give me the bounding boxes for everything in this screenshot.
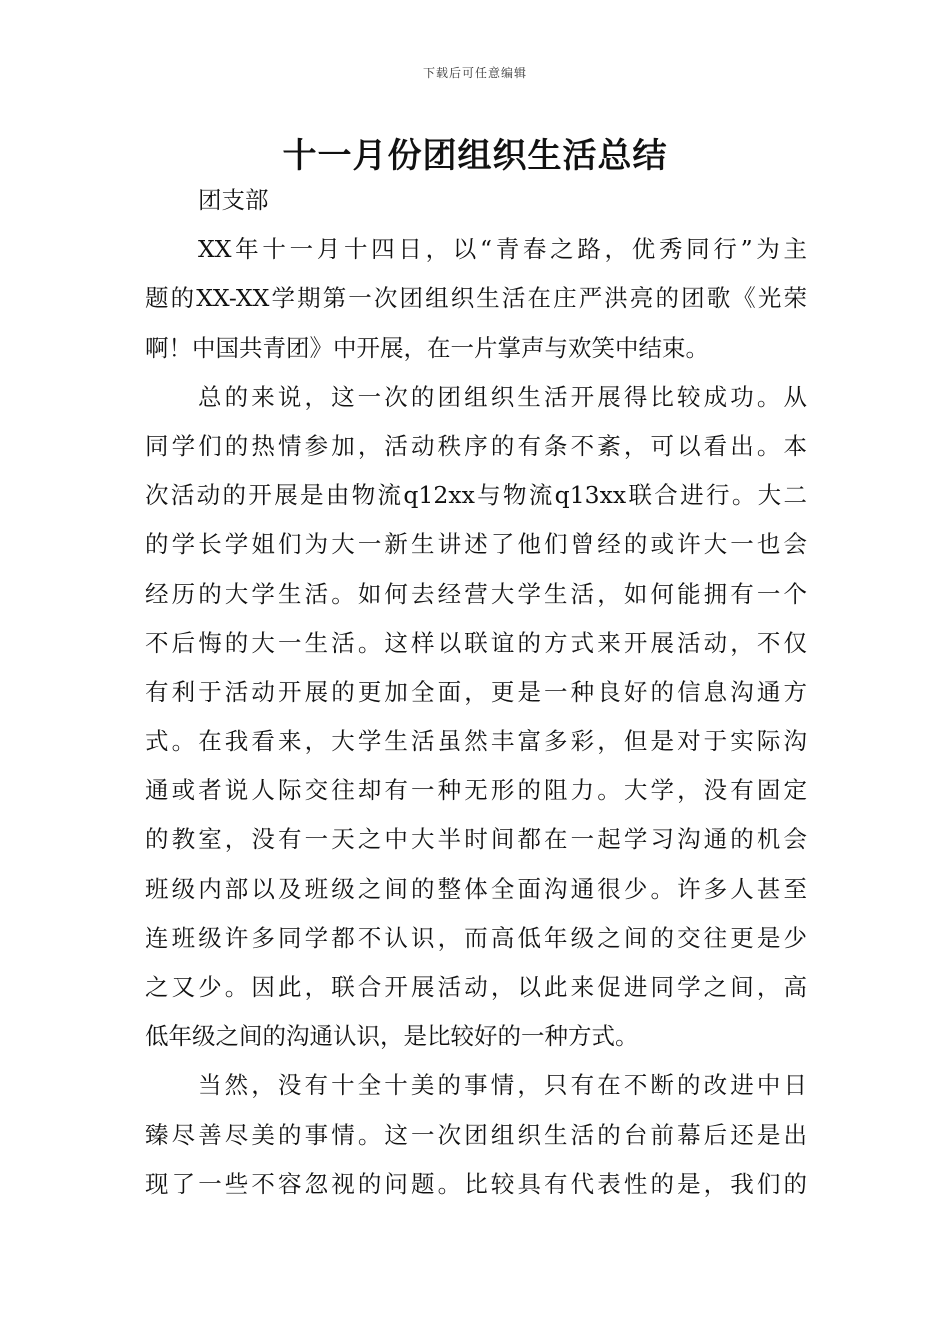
body-text-line: 的教室，没有一天之中大半时间都在一起学习沟通的机会: [145, 825, 807, 854]
body-text-line: 的学长学姐们为大一新生讲述了他们曾经的或许大一也会: [145, 530, 807, 559]
body-text-line: 现了一些不容忽视的问题。比较具有代表性的是，我们的: [145, 1169, 807, 1198]
body-text-line: 之又少。因此，联合开展活动，以此来促进同学之间，高: [145, 973, 807, 1001]
body-text-line: 同学们的热情参加，活动秩序的有条不紊，可以看出。本: [145, 431, 807, 460]
body-text-line: 次活动的开展是由物流q12xx与物流q13xx联合进行。大二: [145, 481, 807, 510]
body-text-line: 低年级之间的沟通认识，是比较好的一种方式。: [145, 1022, 639, 1051]
page-header-note: 下载后可任意编辑: [422, 66, 527, 80]
document-body: [145, 176, 807, 1209]
body-text-line: 式。在我看来，大学生活虽然丰富多彩，但是对于实际沟: [145, 727, 807, 756]
body-text-line: XX年十一月十四日，以“青春之路，优秀同行”为主: [198, 235, 807, 264]
body-text-line: 班级内部以及班级之间的整体全面沟通很少。许多人甚至: [145, 874, 807, 903]
body-text-line: 经历的大学生活。如何去经营大学生活，如何能拥有一个: [145, 579, 807, 608]
body-text-line: 团支部: [198, 186, 269, 214]
body-text-line: 通或者说人际交往却有一种无形的阻力。大学，没有固定: [145, 776, 807, 805]
body-text-line: 题的XX-XX学期第一次团组织生活在庄严洪亮的团歌《光荣: [145, 284, 807, 313]
body-text-line: 臻尽善尽美的事情。这一次团组织生活的台前幕后还是出: [145, 1120, 807, 1149]
body-text-line: 有利于活动开展的更加全面，更是一种良好的信息沟通方: [145, 677, 807, 706]
body-text-line: 总的来说，这一次的团组织生活开展得比较成功。从: [198, 382, 807, 411]
body-text-line: 不后悔的大一生活。这样以联谊的方式来开展活动，不仅: [145, 628, 807, 657]
body-text-line: 连班级许多同学都不认识，而高低年级之间的交往更是少: [145, 923, 807, 952]
document-title: 十一月份团组织生活总结: [282, 136, 668, 176]
body-text-line: 啊！中国共青团》中开展，在一片掌声与欢笑中结束。: [145, 333, 709, 362]
body-text-line: 当然，没有十全十美的事情，只有在不断的改进中日: [198, 1071, 807, 1100]
